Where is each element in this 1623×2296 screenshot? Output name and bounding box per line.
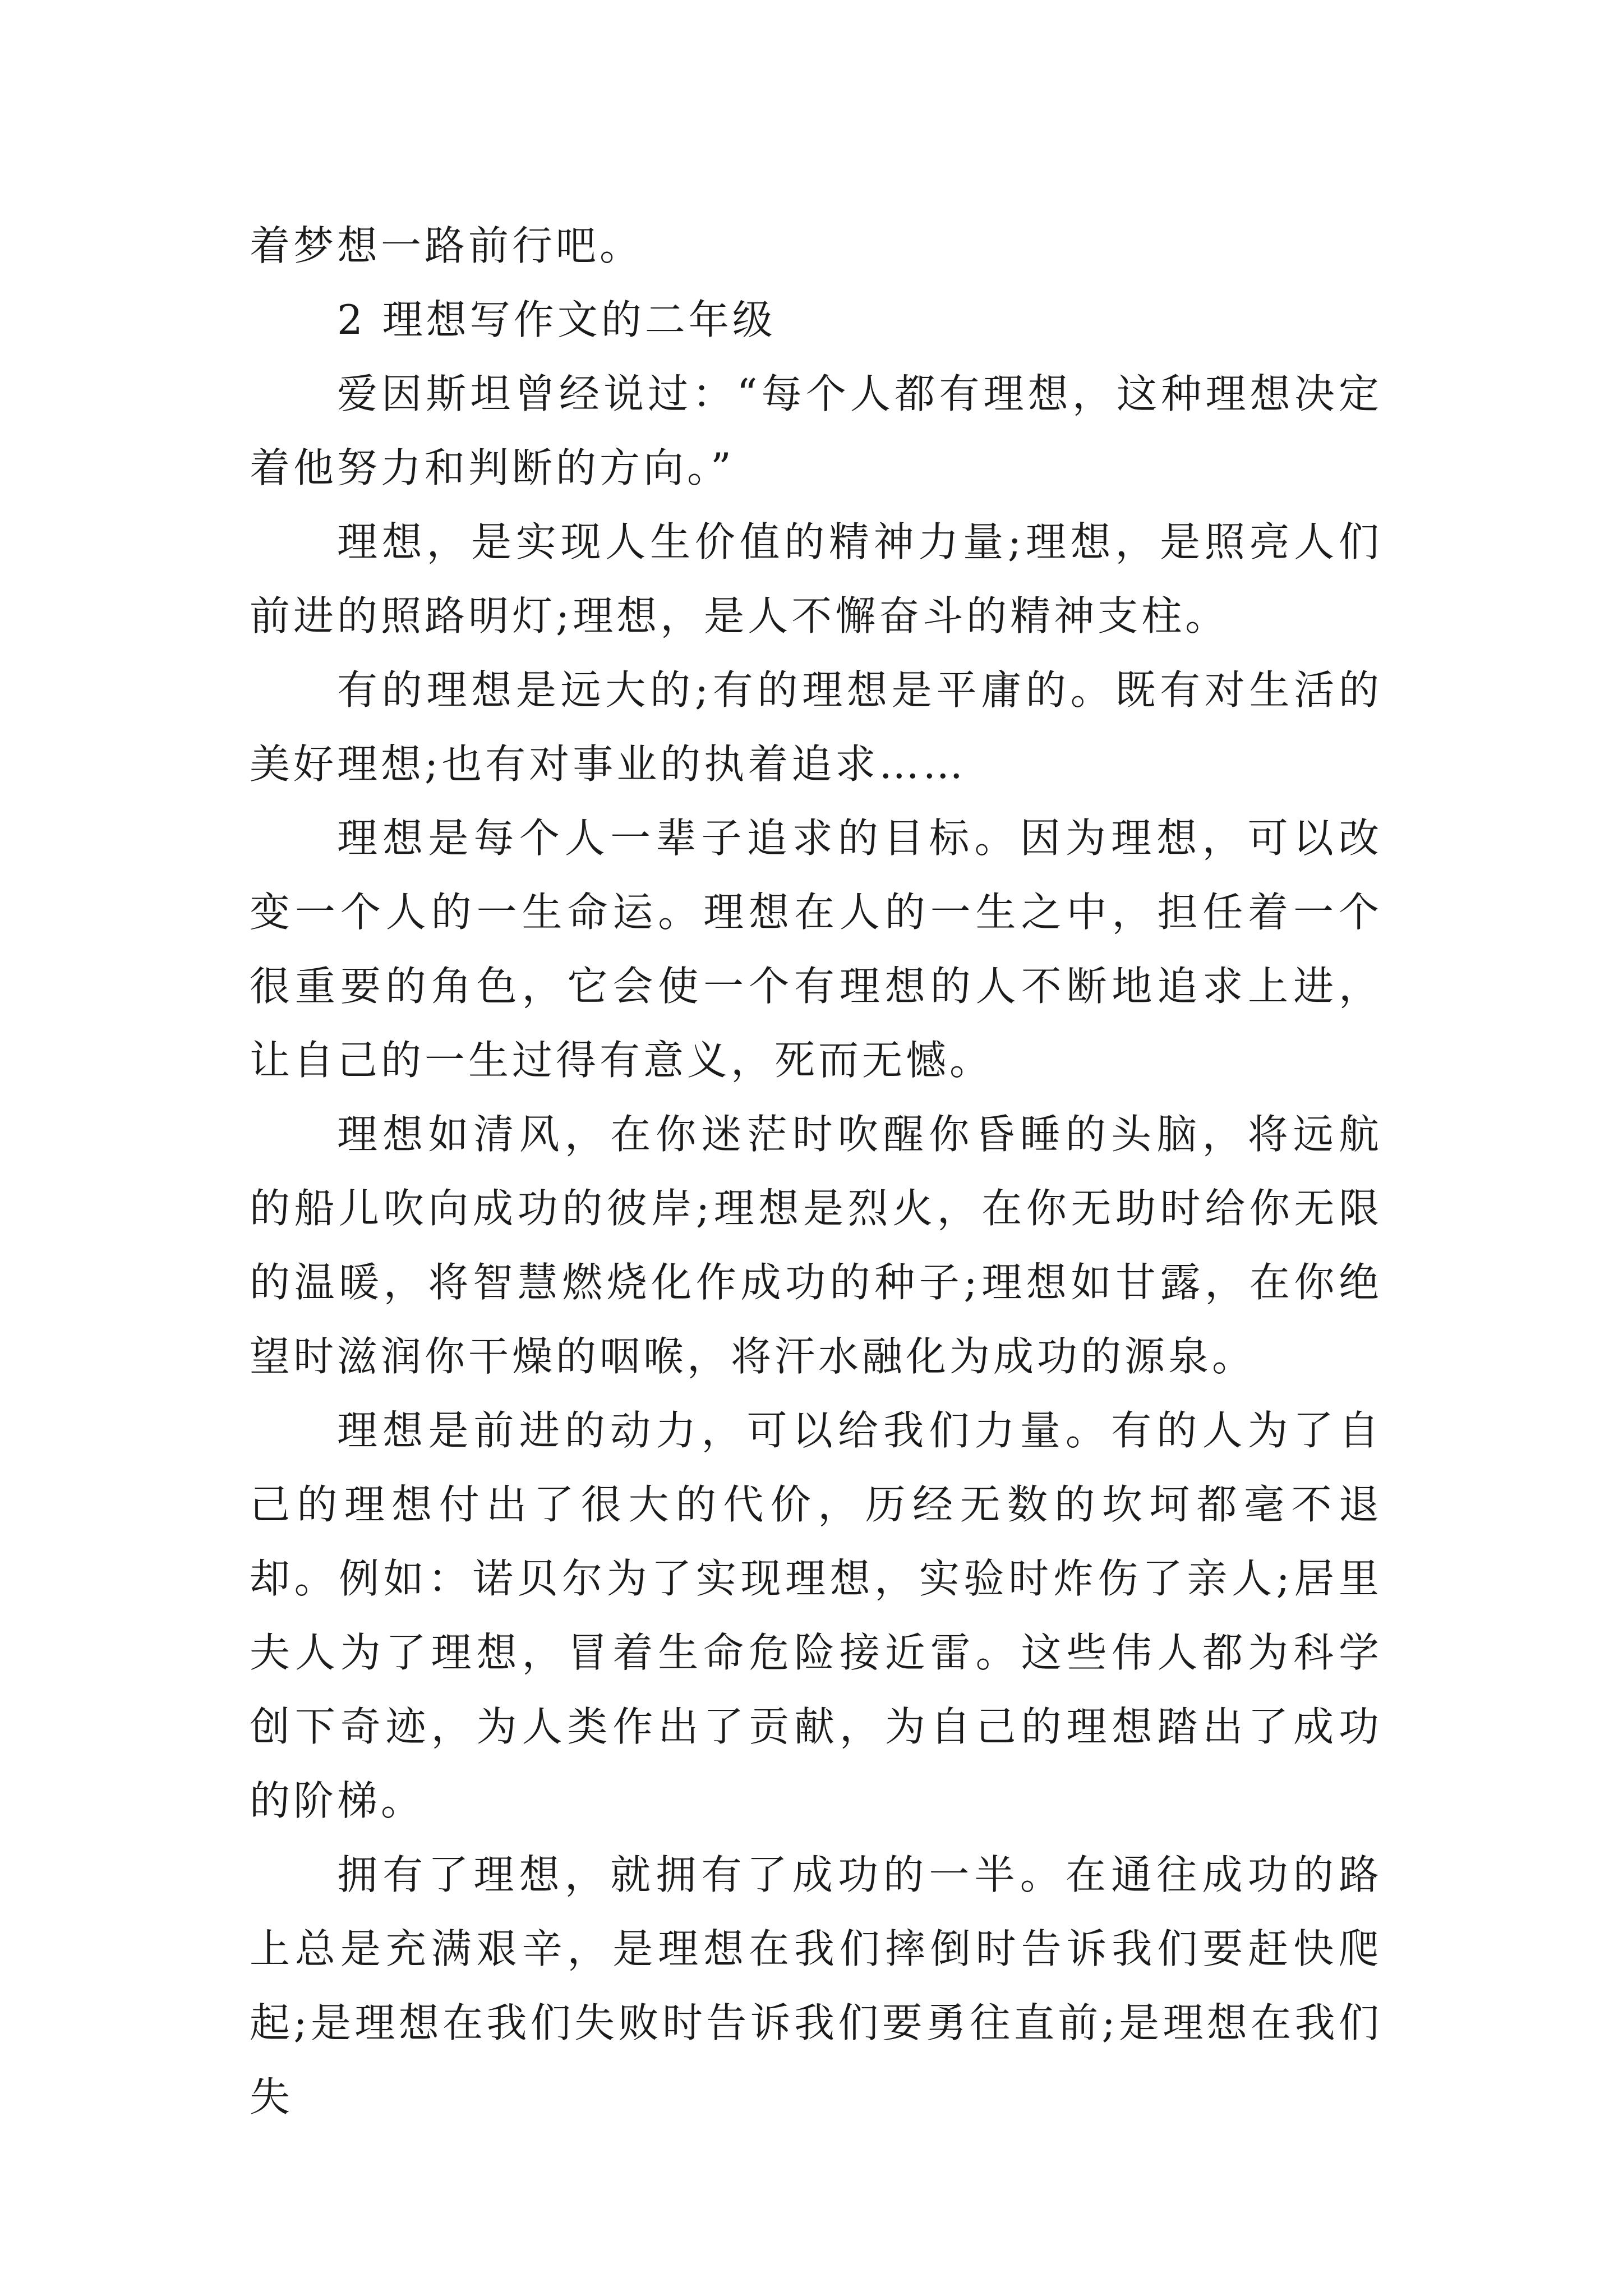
paragraph-quote: 爱因斯坦曾经说过：“每个人都有理想，这种理想决定着他努力和判断的方向。” [250,370,1382,491]
section-heading: 2 理想写作文的二年级 [337,296,776,343]
paragraph: 拥有了理想，就拥有了成功的一半。在通往成功的路上总是充满艰辛，是理想在我们摔倒时告诉我们要赶快爬起;是理想在我们失败时告诉我们要勇往直前;是理想在我们失 [250,1851,1382,2120]
paragraph: 理想是前进的动力，可以给我们力量。有的人为了自己的理想付出了很大的代价，历经无数的坎坷都毫不退却。例如：诺贝尔为了实现理想，实验时炸伤了亲人;居里夫人为了理想，冒着生命危险接近雷。这些伟人都为科学创下奇迹，为人类作出了贡献，为自己的理想踏出了成功的阶梯。 [250,1407,1382,1824]
paragraph: 理想是每个人一辈子追求的目标。因为理想，可以改变一个人的一生命运。理想在人的一生之中，担任着一个很重要的角色，它会使一个有理想的人不断地追求上进，让自己的一生过得有意义，死而无憾。 [250,815,1382,1084]
paragraph: 理想如清风，在你迷茫时吹醒你昏睡的头脑，将远航的船儿吹向成功的彼岸;理想是烈火，在你无助时给你无限的温暖，将智慧燃烧化作成功的种子;理想如甘露，在你绝望时滋润你干燥的咽喉，将汗水融化为成功的源泉。 [250,1111,1382,1380]
paragraph: 理想，是实现人生价值的精神力量;理想，是照亮人们前进的照路明灯;理想，是人不懈奋斗的精神支柱。 [250,518,1382,639]
paragraph: 有的理想是远大的;有的理想是平庸的。既有对生活的美好理想;也有对事业的执着追求…… [250,666,1382,788]
document-body [250,209,1382,2134]
paragraph-continuation: 着梦想一路前行吧。 [250,222,644,269]
